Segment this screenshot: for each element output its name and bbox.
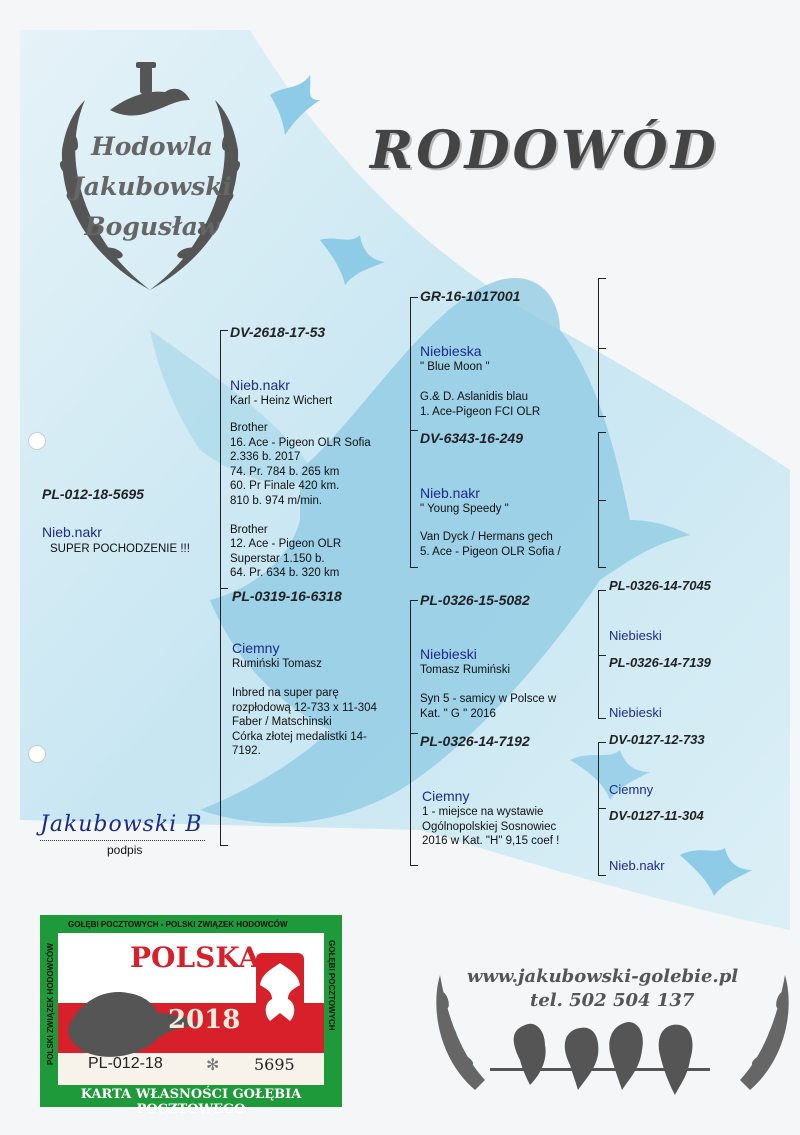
binder-hole-top	[28, 432, 46, 450]
gen2-tick-a	[410, 297, 418, 298]
mother-ring: PL-0319-16-6318	[232, 588, 342, 604]
gen3-tick-4c	[598, 875, 606, 876]
father-color: Nieb.nakr	[230, 377, 290, 393]
mother-breeder: Rumiński Tomasz	[232, 658, 322, 670]
gen3-tick-3a	[598, 590, 606, 591]
gen1-tick-mid	[220, 588, 228, 589]
ff-name: " Blue Moon "	[420, 361, 490, 373]
logo-line-jakubowski: Jakubowski	[71, 172, 233, 201]
binder-hole-bottom	[28, 745, 46, 763]
mf-text: Syn 5 - samicy w Polsce w Kat. " G " 2016	[420, 693, 557, 720]
website: www.jakubowski-golebie.pl	[467, 966, 739, 987]
card-top-edge: GOŁĘBI POCZTOWYCH - POLSKI ZWIĄZEK HODOWCÓW	[68, 920, 288, 929]
gen3-tick-4a	[598, 742, 606, 743]
card-country: POLSKA	[130, 941, 261, 974]
mf-breeder: Tomasz Rumiński	[420, 664, 511, 676]
ggp-4-ring: DV-0127-11-304	[609, 808, 704, 823]
ggp-3-ring: DV-0127-12-733	[609, 732, 705, 747]
ggp-3-color: Ciemny	[609, 782, 654, 797]
card-left-edge: POLSKI ZWIĄZEK HODOWCÓW	[46, 943, 55, 1065]
gen2-tick-b	[410, 430, 418, 431]
ggp-1-color: Niebieski	[609, 628, 662, 643]
mm-text: 1 - miejsce na wystawie Ogólnopolskiej Sosnowiec 2016 w Kat. "H" 9,15 coef !	[422, 806, 560, 847]
gen3-bracket-1	[598, 278, 599, 416]
mf-color: Niebieski	[420, 646, 477, 662]
gen3-tick-4b	[598, 808, 606, 809]
gen2-tick-e	[410, 733, 418, 734]
gen3-tick-1a	[598, 278, 606, 279]
logo-line-boguslaw: Bogusław	[84, 212, 220, 241]
card-snowflake-icon: ✻	[206, 1057, 220, 1074]
mf-ring: PL-0326-15-5082	[420, 592, 530, 608]
card-ring-number: 5695	[254, 1055, 295, 1074]
ff-color: Niebieska	[420, 343, 482, 359]
gen3-tick-3c	[598, 718, 606, 719]
eagle-emblem-icon	[256, 953, 304, 1031]
card-year: 2018	[168, 1005, 241, 1035]
card-right-edge: GOŁĘBI POCZTOWYCH	[327, 940, 336, 1031]
gen3-tick-1c	[598, 416, 606, 417]
gen2-tick-f	[410, 865, 418, 866]
card-panel	[58, 933, 324, 1085]
gen3-tick-1b	[598, 348, 606, 349]
father-text: Brother 16. Ace - Pigeon OLR Sofia 2.336 b. 2017 74. Pr. 784 b. 265 km 60. Pr Finale 420 km. 810 b. 974 m/min. Brother 12. Ace - Pigeon OLR Superstar 1.150 b. 64. Pr. 634 b. 320 km	[230, 422, 371, 579]
fm-color: Nieb.nakr	[420, 485, 480, 501]
subject-note: SUPER POCHODZENIE !!!	[50, 543, 190, 555]
card-ring-prefix: PL-012-18	[88, 1055, 163, 1072]
ownership-card	[40, 915, 342, 1117]
mm-color: Ciemny	[422, 788, 470, 804]
phone: tel. 502 504 137	[530, 990, 695, 1011]
gen2-tick-c	[410, 567, 418, 568]
ggp-2-ring: PL-0326-14-7139	[609, 655, 711, 670]
signature-line	[40, 840, 205, 841]
ggp-1-ring: PL-0326-14-7045	[609, 578, 711, 593]
fm-name: " Young Speedy "	[420, 503, 509, 515]
mother-color: Ciemny	[232, 640, 280, 656]
fm-ring: DV-6343-16-249	[420, 430, 523, 446]
gen1-tick-bottom	[220, 845, 228, 846]
father-breeder: Karl - Heinz Wichert	[230, 395, 333, 407]
mm-ring: PL-0326-14-7192	[420, 733, 530, 749]
ggp-4-color: Nieb.nakr	[609, 858, 665, 873]
gen2-bracket-top	[410, 297, 411, 567]
gen3-tick-2a	[598, 432, 606, 433]
card-bottom-label: KARTA WŁASNOŚCI GOŁĘBIA POCZTOWEGO	[80, 1087, 302, 1117]
signature-label: podpis	[107, 843, 143, 857]
perched-pigeons	[490, 1022, 710, 1095]
document-title: RODOWÓD	[370, 120, 719, 181]
ggp-2-color: Niebieski	[609, 705, 662, 720]
gen3-bracket-3	[598, 590, 599, 718]
father-ring: DV-2618-17-53	[230, 324, 326, 340]
ff-ring: GR-16-1017001	[420, 288, 521, 304]
gen3-tick-3b	[598, 655, 606, 656]
gen2-tick-d	[410, 600, 418, 601]
gen3-tick-2c	[598, 567, 606, 568]
gen1-tick-top	[220, 330, 228, 331]
ff-text: G.& D. Aslanidis blau 1. Ace-Pigeon FCI OLR	[420, 391, 541, 418]
gen3-tick-2b	[598, 500, 606, 501]
fm-text: Van Dyck / Hermans gech 5. Ace - Pigeon OLR Sofia /	[420, 531, 561, 558]
subject-ring: PL-012-18-5695	[42, 486, 144, 502]
logo-line-hodowla: Hodowla	[91, 132, 213, 161]
mother-text: Inbred na super parę rozpłodową 12-733 x 11-304 Faber / Matschinski Córka złotej medalistki 14- 7192.	[232, 687, 377, 757]
subject-color: Nieb.nakr	[42, 524, 102, 540]
signature: Jakubowski B	[40, 812, 203, 837]
